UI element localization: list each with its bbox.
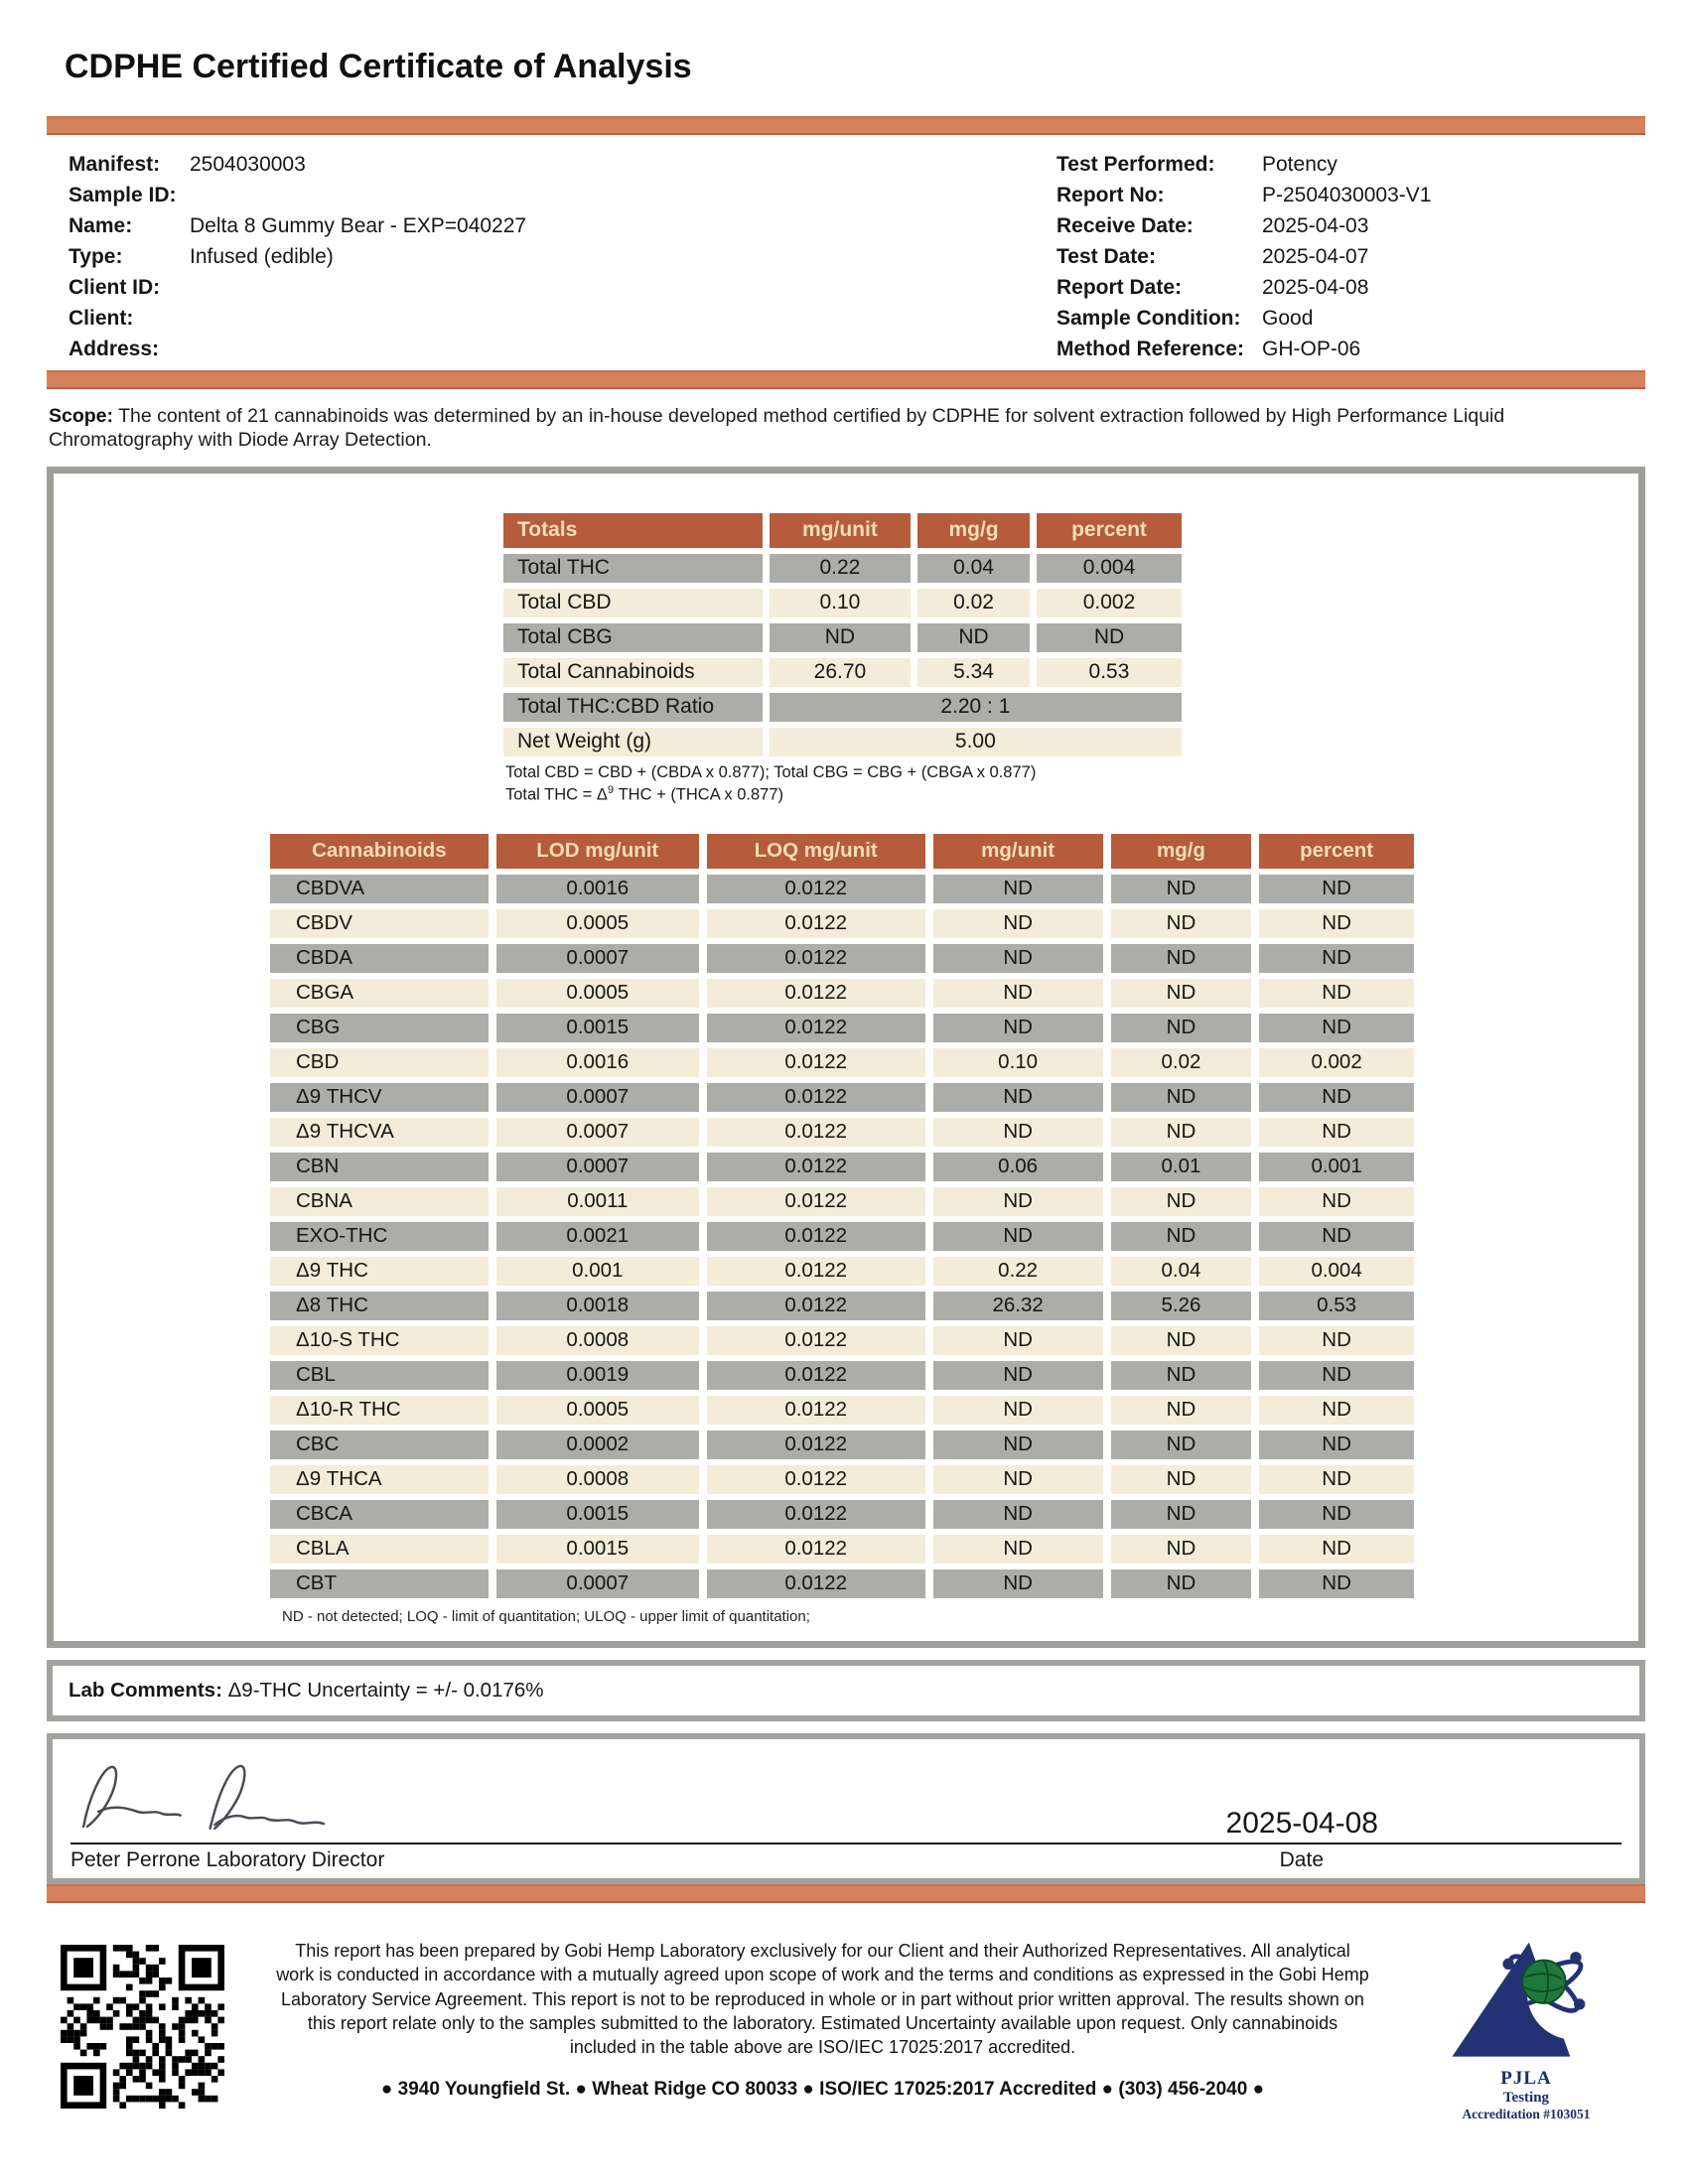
accent-bar-middle <box>47 370 1645 389</box>
table-cell: 26.70 <box>770 658 911 687</box>
table-row <box>270 1292 1414 1320</box>
table-cell: ND <box>1111 1570 1251 1598</box>
table-cell: 0.001 <box>496 1257 699 1286</box>
table-row <box>270 944 1414 973</box>
table-cell: 0.53 <box>1259 1292 1414 1320</box>
column-header: percent <box>1259 834 1414 869</box>
table-cell: 0.0018 <box>496 1292 699 1320</box>
table-cell: ND <box>933 979 1103 1008</box>
accent-bar-bottom <box>47 1884 1645 1903</box>
formula-2-post: THC + (THCA x 0.877) <box>614 785 784 804</box>
table-cell: ND <box>1111 1187 1251 1216</box>
table-cell: Δ9 THCVA <box>270 1118 489 1147</box>
info-value: Potency <box>1262 153 1337 176</box>
lab-comments-text: Δ9-THC Uncertainty = +/- 0.0176% <box>227 1678 544 1702</box>
table-cell: 0.0122 <box>707 979 925 1008</box>
table-cell: ND <box>770 623 911 652</box>
lab-comments-box <box>47 1660 1645 1721</box>
table-cell: 0.0122 <box>707 1083 925 1112</box>
info-value: Infused (edible) <box>190 245 334 268</box>
table-cell: 0.0122 <box>707 1535 925 1564</box>
table-row <box>270 1153 1414 1181</box>
table-cell: ND <box>933 1396 1103 1425</box>
table-cell: 0.10 <box>770 589 911 617</box>
info-label: Client: <box>69 307 134 330</box>
table-cell: Total THC <box>503 554 763 583</box>
pjla-accreditation-number: Accreditation #103051 <box>1462 2106 1591 2121</box>
table-cell: 0.04 <box>917 554 1030 583</box>
table-cell: 0.0002 <box>496 1431 699 1459</box>
info-field <box>69 210 1056 241</box>
table-cell: ND <box>1111 1222 1251 1251</box>
table-cell: ND <box>1259 1083 1414 1112</box>
table-cell: ND <box>1259 1500 1414 1529</box>
column-header: Cannabinoids <box>270 834 489 869</box>
ratio-label: Total THC:CBD Ratio <box>503 693 763 722</box>
table-cell: 0.0122 <box>707 1570 925 1598</box>
table-cell: 0.0015 <box>496 1014 699 1042</box>
table-row <box>270 909 1414 938</box>
info-label: Receive Date: <box>1056 214 1194 237</box>
table-cell: 0.0122 <box>707 1014 925 1042</box>
results-box <box>47 467 1645 1648</box>
table-cell: ND <box>1259 909 1414 938</box>
table-cell: ND <box>933 1326 1103 1355</box>
table-cell: 0.0019 <box>496 1361 699 1390</box>
table-cell: Δ9 THC <box>270 1257 489 1286</box>
table-cell: 0.0016 <box>496 1048 699 1077</box>
table-cell: Δ9 THCV <box>270 1083 489 1112</box>
table-cell: 0.0122 <box>707 1118 925 1147</box>
column-header: mg/unit <box>933 834 1103 869</box>
footer-center <box>224 1937 1421 2101</box>
footer <box>47 1937 1645 2122</box>
totals-header-row <box>503 513 1182 548</box>
table-cell: 26.32 <box>933 1292 1103 1320</box>
table-cell: 0.0007 <box>496 1083 699 1112</box>
info-field <box>1056 303 1637 334</box>
table-cell: 0.0007 <box>496 1570 699 1598</box>
table-cell: Δ10-R THC <box>270 1396 489 1425</box>
table-cell: ND <box>933 909 1103 938</box>
column-header: mg/g <box>1111 834 1251 869</box>
info-field <box>69 334 1056 364</box>
table-cell: Total CBD <box>503 589 763 617</box>
table-cell: ND <box>1259 1570 1414 1598</box>
table-cell: CBDA <box>270 944 489 973</box>
table-cell: ND <box>1111 875 1251 903</box>
table-cell: ND <box>933 1465 1103 1494</box>
table-cell: CBNA <box>270 1187 489 1216</box>
info-field <box>1056 334 1637 364</box>
table-cell: ND <box>933 1361 1103 1390</box>
table-cell: ND <box>933 1014 1103 1042</box>
table-cell: CBD <box>270 1048 489 1077</box>
table-cell: ND <box>1259 1222 1414 1251</box>
pjla-accreditation-logo <box>1421 1937 1631 2122</box>
totals-formula-1: Total CBD = CBD + (CBDA x 0.877); Total CBG = CBG + (CBGA x 0.877) <box>505 762 1037 781</box>
table-cell: 0.0122 <box>707 1500 925 1529</box>
table-cell: 0.0122 <box>707 1465 925 1494</box>
column-header: LOQ mg/unit <box>707 834 925 869</box>
table-cell: 0.0008 <box>496 1465 699 1494</box>
table-row <box>503 554 1182 583</box>
info-label: Report Date: <box>1056 276 1183 299</box>
table-cell: ND <box>1259 1431 1414 1459</box>
table-cell: 5.34 <box>917 658 1030 687</box>
table-cell: 0.10 <box>933 1048 1103 1077</box>
handwritten-signature <box>70 1753 368 1839</box>
table-cell: ND <box>1111 979 1251 1008</box>
info-value: 2025-04-03 <box>1262 214 1369 237</box>
table-cell: CBCA <box>270 1500 489 1529</box>
formula-2-pre: Total THC = Δ <box>505 785 608 804</box>
pjla-name: PJLA <box>1500 2067 1552 2089</box>
table-cell: 0.0005 <box>496 979 699 1008</box>
table-cell: ND <box>933 1570 1103 1598</box>
info-label: Name: <box>69 214 133 237</box>
table-cell: ND <box>933 1187 1103 1216</box>
table-cell: Δ9 THCA <box>270 1465 489 1494</box>
info-field <box>1056 210 1637 241</box>
table-cell: 0.0122 <box>707 1292 925 1320</box>
qr-code-image <box>61 1945 224 2109</box>
table-cell: 0.0011 <box>496 1187 699 1216</box>
table-cell: 0.06 <box>933 1153 1103 1181</box>
table-cell: Δ10-S THC <box>270 1326 489 1355</box>
table-footnote: ND - not detected; LOQ - limit of quantitation; ULOQ - upper limit of quantitation; <box>282 1607 810 1625</box>
column-header: percent <box>1037 513 1182 548</box>
table-row <box>270 875 1414 903</box>
sample-info-section <box>47 135 1645 370</box>
qr-code <box>61 1945 224 2109</box>
table-cell: ND <box>1111 1083 1251 1112</box>
table-cell: ND <box>933 1222 1103 1251</box>
table-row <box>270 1326 1414 1355</box>
info-label: Address: <box>69 338 160 360</box>
table-row <box>270 1361 1414 1390</box>
table-cell: 0.0122 <box>707 1361 925 1390</box>
page-title: CDPHE Certified Certificate of Analysis <box>65 48 692 85</box>
net-weight-value: 5.00 <box>770 728 1182 756</box>
info-field <box>1056 272 1637 303</box>
info-field <box>69 149 1056 180</box>
table-cell: ND <box>1111 1118 1251 1147</box>
table-row <box>270 1048 1414 1077</box>
table-cell: 0.0122 <box>707 909 925 938</box>
table-cell: 0.0021 <box>496 1222 699 1251</box>
scope-label: Scope: <box>49 405 114 427</box>
scope-text <box>49 405 1637 453</box>
info-label: Manifest: <box>69 153 161 176</box>
table-cell: Total Cannabinoids <box>503 658 763 687</box>
table-cell: CBGA <box>270 979 489 1008</box>
table-cell: ND <box>1111 1431 1251 1459</box>
scope-body: The content of 21 cannabinoids was determined by an in-house developed method certified by CDPHE for solvent extraction followed by High Performance Liquid Chromatography with Diode Array Detection. <box>49 405 1505 451</box>
table-cell: 0.0016 <box>496 875 699 903</box>
info-field <box>69 180 1056 210</box>
table-row <box>270 1083 1414 1112</box>
table-cell: 0.0015 <box>496 1535 699 1564</box>
table-row <box>270 1500 1414 1529</box>
table-row <box>503 589 1182 617</box>
table-row <box>270 1535 1414 1564</box>
report-info-right <box>1056 149 1637 364</box>
info-value: 2025-04-08 <box>1262 276 1369 299</box>
table-cell: ND <box>933 1431 1103 1459</box>
info-label: Client ID: <box>69 276 161 299</box>
signature-caption-row <box>70 1844 1621 1872</box>
pjla-testing-label: Testing <box>1502 2089 1550 2106</box>
table-cell: 0.0122 <box>707 944 925 973</box>
cannabinoids-table <box>262 828 1422 1604</box>
table-cell: ND <box>1111 1326 1251 1355</box>
table-cell: ND <box>1111 1014 1251 1042</box>
info-field <box>1056 180 1637 210</box>
table-row <box>270 1118 1414 1147</box>
table-cell: 0.002 <box>1259 1048 1414 1077</box>
info-value: GH-OP-06 <box>1262 338 1361 360</box>
table-cell: ND <box>933 875 1103 903</box>
table-row <box>270 1396 1414 1425</box>
table-row <box>270 1257 1414 1286</box>
table-row <box>270 1187 1414 1216</box>
table-cell: 0.04 <box>1111 1257 1251 1286</box>
table-cell: 0.002 <box>1037 589 1182 617</box>
table-cell: EXO-THC <box>270 1222 489 1251</box>
table-cell: 0.53 <box>1037 658 1182 687</box>
table-cell: CBL <box>270 1361 489 1390</box>
table-cell: ND <box>1111 1465 1251 1494</box>
lab-comments-label: Lab Comments: <box>69 1678 222 1702</box>
table-row <box>270 979 1414 1008</box>
signature-box <box>47 1733 1645 1884</box>
table-cell: 0.0122 <box>707 875 925 903</box>
info-label: Test Date: <box>1056 245 1156 268</box>
table-cell: ND <box>1111 1396 1251 1425</box>
table-cell: CBT <box>270 1570 489 1598</box>
table-row <box>270 1570 1414 1598</box>
pjla-logo-image <box>1443 1937 1610 2068</box>
table-cell: ND <box>1259 1465 1414 1494</box>
table-cell: 0.0122 <box>707 1257 925 1286</box>
table-row <box>503 658 1182 687</box>
table-cell: 0.0122 <box>707 1326 925 1355</box>
disclaimer-text: This report has been prepared by Gobi Hemp Laboratory exclusively for our Client and their Authorized Representatives. All analytical work is conducted in accordance with a mutually agreed upon scope of work and the terms and conditions as expressed in the Gobi Hemp Laboratory Service Agreement. This report is not to be reproduced in whole or in part without prior written approval. The results shown on this report relate only to the samples submitted to the laboratory. Estimated Uncertainty available upon request. Only cannabinoids included in the table above are ISO/IEC 17025:2017 accredited. <box>276 1940 1369 2058</box>
column-header: mg/g <box>917 513 1030 548</box>
column-header: Totals <box>503 513 763 548</box>
table-cell: Total CBG <box>503 623 763 652</box>
totals-table <box>496 507 1189 762</box>
date-label: Date <box>1279 1847 1324 1871</box>
table-cell: CBN <box>270 1153 489 1181</box>
table-cell: ND <box>1111 909 1251 938</box>
table-cell: 0.22 <box>770 554 911 583</box>
table-cell: 0.0122 <box>707 1431 925 1459</box>
net-weight-row <box>503 728 1182 756</box>
totals-formula-2 <box>505 783 1189 806</box>
info-field <box>69 241 1056 272</box>
info-field <box>1056 241 1637 272</box>
table-cell: ND <box>1111 1361 1251 1390</box>
table-cell: Δ8 THC <box>270 1292 489 1320</box>
table-cell: ND <box>1111 944 1251 973</box>
table-cell: 0.0122 <box>707 1048 925 1077</box>
table-cell: CBC <box>270 1431 489 1459</box>
sample-info-left <box>69 149 1056 364</box>
table-cell: ND <box>1259 1187 1414 1216</box>
table-cell: 0.01 <box>1111 1153 1251 1181</box>
accent-bar-top <box>47 116 1645 135</box>
info-label: Method Reference: <box>1056 338 1245 360</box>
info-label: Sample Condition: <box>1056 307 1241 330</box>
table-cell: 0.0007 <box>496 1153 699 1181</box>
table-row <box>270 1014 1414 1042</box>
table-cell: ND <box>1111 1500 1251 1529</box>
table-cell: ND <box>1259 979 1414 1008</box>
table-cell: 0.0008 <box>496 1326 699 1355</box>
table-cell: CBLA <box>270 1535 489 1564</box>
cannabinoids-header-row <box>270 834 1414 869</box>
table-cell: 0.0122 <box>707 1153 925 1181</box>
table-cell: ND <box>1037 623 1182 652</box>
column-header: mg/unit <box>770 513 911 548</box>
lab-address: ● 3940 Youngfield St. ● Wheat Ridge CO 80033 ● ISO/IEC 17025:2017 Accredited ● (303) 456-2040 ● <box>380 2079 1265 2101</box>
table-cell: 0.0122 <box>707 1187 925 1216</box>
table-cell: ND <box>1259 1396 1414 1425</box>
table-cell: 0.001 <box>1259 1153 1414 1181</box>
table-cell: ND <box>917 623 1030 652</box>
table-cell: 0.004 <box>1037 554 1182 583</box>
table-cell: 0.0005 <box>496 1396 699 1425</box>
info-value: Delta 8 Gummy Bear - EXP=040227 <box>190 214 527 237</box>
signature-row <box>70 1747 1621 1839</box>
table-row <box>270 1222 1414 1251</box>
table-cell: ND <box>933 1118 1103 1147</box>
table-cell: CBDVA <box>270 875 489 903</box>
table-cell: ND <box>933 1500 1103 1529</box>
info-label: Type: <box>69 245 123 268</box>
table-cell: ND <box>933 1535 1103 1564</box>
table-cell: 0.004 <box>1259 1257 1414 1286</box>
table-cell: ND <box>1259 1118 1414 1147</box>
table-cell: ND <box>1259 1326 1414 1355</box>
info-field <box>69 303 1056 334</box>
cannabinoids-section <box>270 828 1422 1625</box>
table-cell: ND <box>933 1083 1103 1112</box>
table-cell: ND <box>1259 1535 1414 1564</box>
table-cell: ND <box>1259 875 1414 903</box>
table-cell: 0.0015 <box>496 1500 699 1529</box>
table-cell: 0.0005 <box>496 909 699 938</box>
table-cell: ND <box>933 944 1103 973</box>
net-weight-label: Net Weight (g) <box>503 728 763 756</box>
info-label: Test Performed: <box>1056 153 1215 176</box>
formula-2-sup: 9 <box>607 784 615 796</box>
info-field <box>69 272 1056 303</box>
table-row <box>270 1465 1414 1494</box>
table-cell: 0.22 <box>933 1257 1103 1286</box>
table-row <box>270 1431 1414 1459</box>
table-cell: ND <box>1259 1361 1414 1390</box>
info-value: Good <box>1262 307 1314 330</box>
table-cell: 0.0122 <box>707 1222 925 1251</box>
info-value: 2504030003 <box>190 153 306 176</box>
table-cell: CBG <box>270 1014 489 1042</box>
table-cell: 0.0007 <box>496 1118 699 1147</box>
info-label: Sample ID: <box>69 184 177 206</box>
signatory-name: Peter Perrone Laboratory Director <box>70 1847 385 1871</box>
table-cell: CBDV <box>270 909 489 938</box>
info-value: P-2504030003-V1 <box>1262 184 1432 206</box>
table-cell: 0.02 <box>917 589 1030 617</box>
table-cell: 5.26 <box>1111 1292 1251 1320</box>
table-cell: ND <box>1259 944 1414 973</box>
table-cell: ND <box>1111 1535 1251 1564</box>
table-row <box>503 623 1182 652</box>
table-cell: 0.02 <box>1111 1048 1251 1077</box>
info-field <box>1056 149 1637 180</box>
signature-date: 2025-04-08 <box>1225 1806 1378 1840</box>
info-label: Report No: <box>1056 184 1165 206</box>
column-header: LOD mg/unit <box>496 834 699 869</box>
table-cell: 0.0007 <box>496 944 699 973</box>
thc-cbd-ratio-row <box>503 693 1182 722</box>
totals-section <box>503 507 1189 806</box>
info-value: 2025-04-07 <box>1262 245 1369 268</box>
table-cell: 0.0122 <box>707 1396 925 1425</box>
table-cell: ND <box>1259 1014 1414 1042</box>
ratio-value: 2.20 : 1 <box>770 693 1182 722</box>
